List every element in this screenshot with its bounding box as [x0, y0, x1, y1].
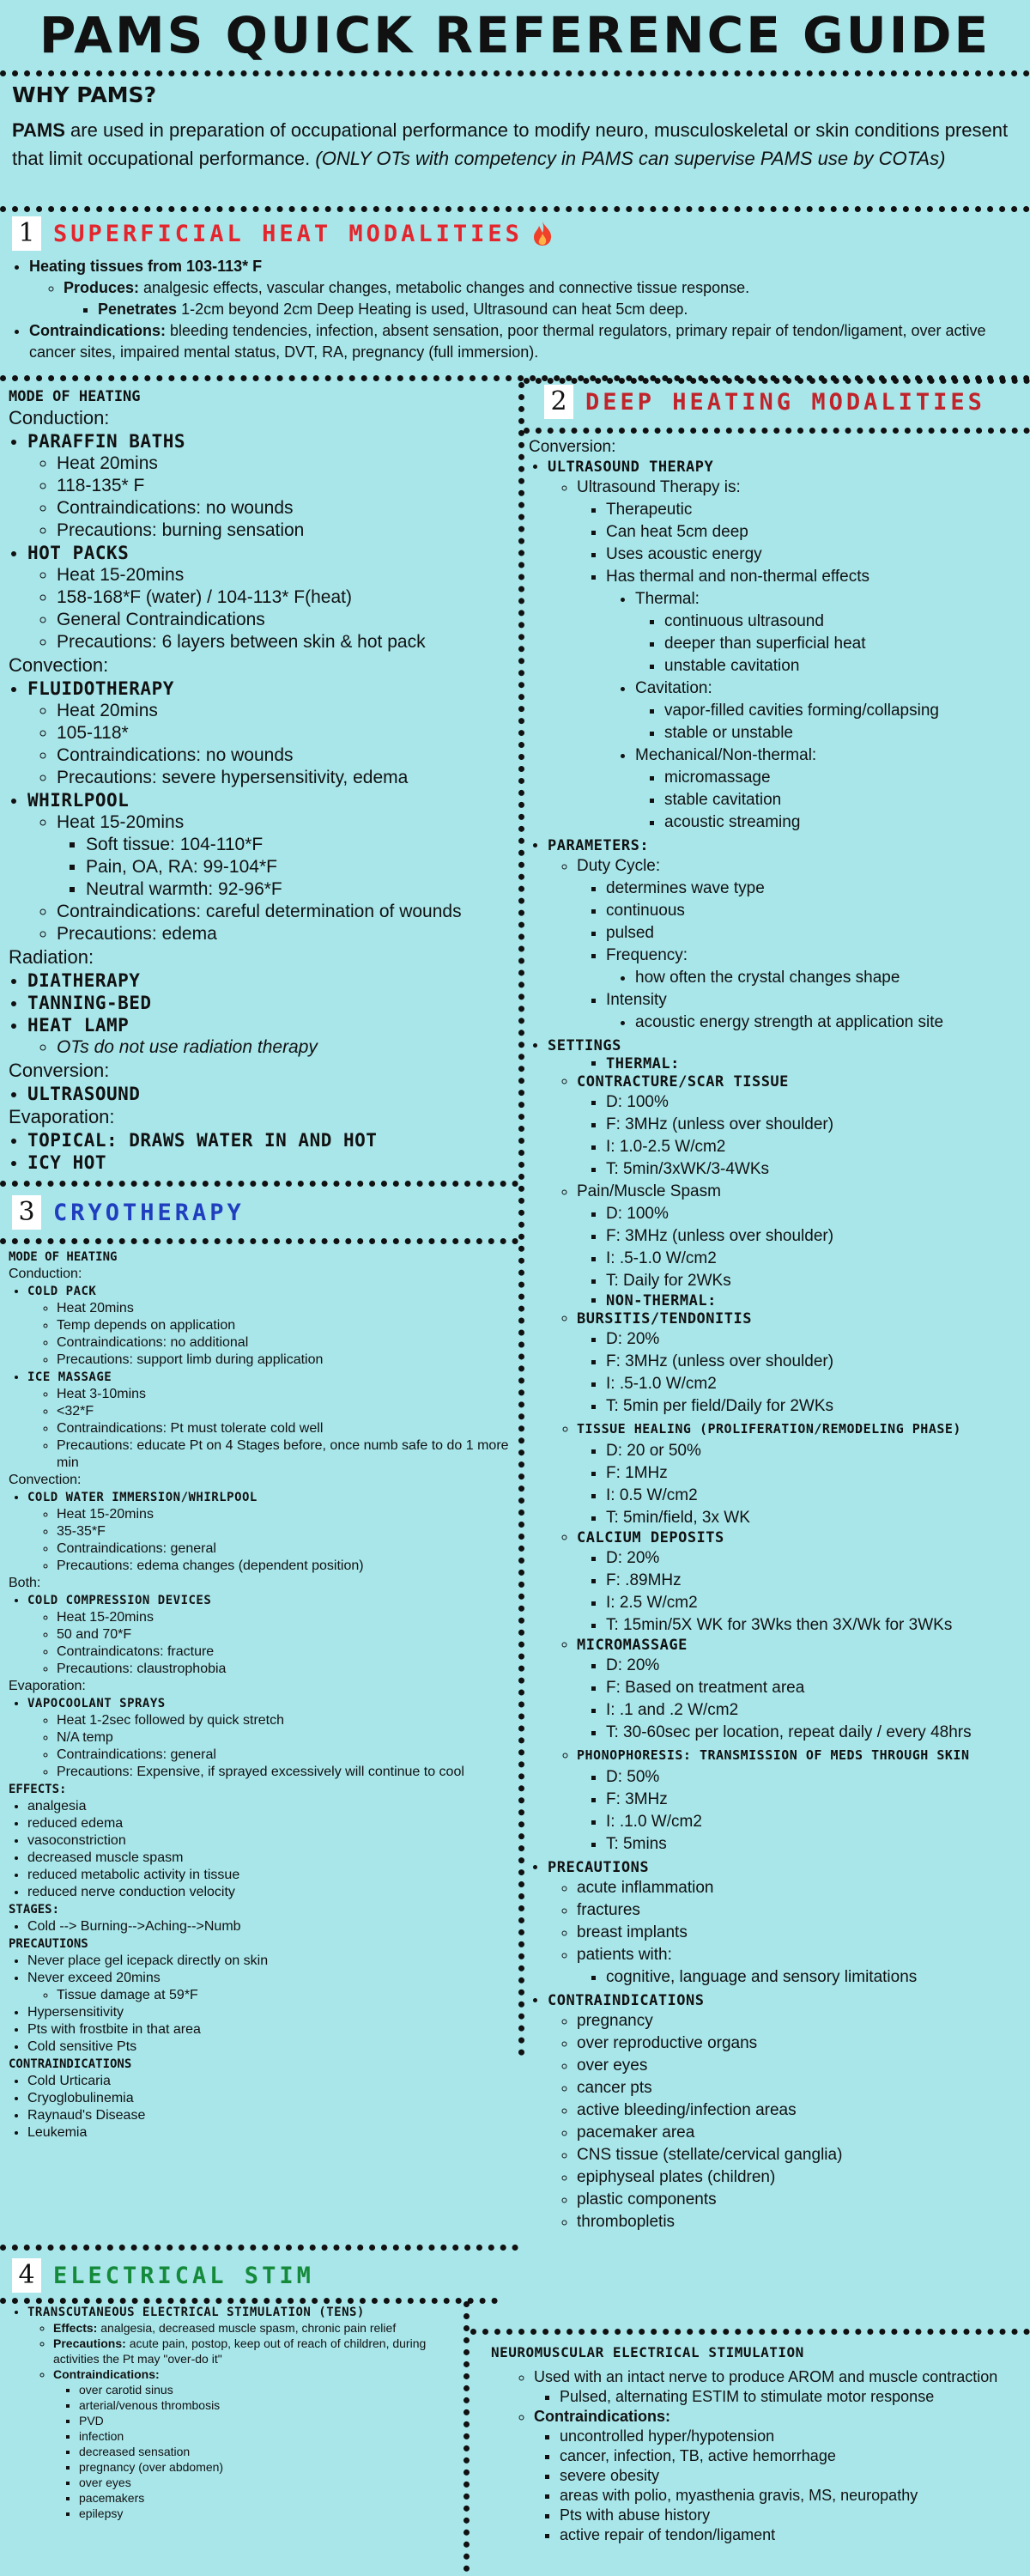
section-number: 3: [12, 1195, 41, 1230]
list-item: ▪ Soft tissue: 104-110*F: [86, 834, 515, 856]
list-item: ▪ Can heat 5cm deep: [606, 521, 1022, 544]
deep-content: [529, 436, 1022, 2233]
flame-icon: [531, 221, 554, 246]
why-paragraph: [12, 116, 1016, 173]
list-item: • HEAT LAMP: [27, 1014, 515, 1036]
list-item: ◦ Contraindications: no wounds: [57, 497, 515, 519]
list-item: ◦ Contraindications: Pt must tolerate cold well: [57, 1420, 515, 1437]
list-item: ◦ <32*F: [57, 1403, 515, 1420]
list-item: ▪ I: 2.5 W/cm2: [606, 1592, 1022, 1614]
list-item: ▪ vapor-filled cavities forming/collapsing: [664, 700, 1022, 722]
list-item: ◦ Produces: analgesic effects, vascular changes, metabolic changes and connective tissue response.: [64, 277, 1016, 299]
contra-label: • CONTRAINDICATIONS: [548, 1992, 1022, 2010]
list-item: ▪ Pts with abuse history: [560, 2506, 1023, 2525]
list-item: ◦ Precautions: burning sensation: [57, 519, 515, 542]
list-item: • Never place gel icepack directly on skin: [27, 1953, 515, 1970]
list-item: ◦ over reproductive organs: [577, 2032, 1022, 2055]
paraffin-label: • PARAFFIN BATHS: [27, 430, 515, 453]
estim-heading: [12, 2258, 314, 2293]
list-item: ▪ acoustic streaming: [664, 811, 1022, 834]
list-item: ▪ F: 3MHz (unless over shoulder): [606, 1114, 1022, 1136]
list-item: ▪ continuous: [606, 900, 1022, 922]
list-item: ◦ CNS tissue (stellate/cervical ganglia): [577, 2144, 1022, 2166]
precautions-label: • PRECAUTIONS: [548, 1859, 1022, 1877]
list-item: ◦ 118-135* F: [57, 475, 515, 497]
deep-heading: [544, 385, 985, 419]
fluido-label: • FLUIDOTHERAPY: [27, 677, 515, 700]
list-item: ▪ deeper than superficial heat: [664, 633, 1022, 655]
radiation-label: Radiation:: [9, 946, 94, 968]
list-item: • Raynaud's Disease: [27, 2107, 515, 2124]
list-item: • ICY HOT: [27, 1151, 515, 1174]
list-item: • Cryoglobulinemia: [27, 2090, 515, 2107]
list-item: • Thermal:: [635, 588, 1022, 611]
conversion-label: Conversion:: [9, 1060, 110, 1081]
list-item: ▪ Has thermal and non-thermal effects: [606, 566, 1022, 588]
list-item: ▪ D: 20 or 50%: [606, 1440, 1022, 1462]
list-item: ◦ Duty Cycle:: [577, 855, 1022, 878]
list-item: ▪ T: Daily for 2WKs: [606, 1270, 1022, 1292]
list-item: ◦ Contraindications: no wounds: [57, 744, 515, 767]
list-item: ◦ Contraindications:: [534, 2407, 1023, 2427]
why-heading: WHY PAMS?: [12, 82, 157, 107]
list-item: • Pts with frostbite in that area: [27, 2021, 515, 2038]
list-item: ▪ severe obesity: [560, 2466, 1023, 2486]
list-item: ◦ Contraindications: general: [57, 1747, 515, 1764]
list-item: ▪ unstable cavitation: [664, 655, 1022, 677]
divider: [0, 1181, 518, 1187]
list-item: ◦ Precautions: 6 layers between skin & hot pack: [57, 631, 515, 653]
evaporation-label: Evaporation:: [9, 1106, 115, 1127]
both-label: Both:: [9, 1576, 41, 1590]
list-item: ▪ areas with polio, myasthenia gravis, MS, neuropathy: [560, 2486, 1023, 2506]
settings-label: • SETTINGS: [548, 1037, 1022, 1055]
contra-label: CONTRAINDICATIONS: [9, 2057, 132, 2071]
list-item: ◦ Contraindications:: [53, 2366, 459, 2382]
list-item: ◦ 105-118*: [57, 722, 515, 744]
list-item: ▪ D: 50%: [606, 1766, 1022, 1789]
list-item: ◦ thrombopletis: [577, 2211, 1022, 2233]
list-item: ◦ Heat 20mins: [57, 453, 515, 475]
page-title: PAMS QUICK REFERENCE GUIDE: [39, 6, 991, 64]
list-item: ▪ uncontrolled hyper/hypotension: [560, 2427, 1023, 2446]
list-item: ◦ pacemaker area: [577, 2122, 1022, 2144]
list-item: ▪ pulsed: [606, 922, 1022, 945]
conduction-label: Conduction:: [9, 1267, 82, 1281]
list-item: ▪ NON-THERMAL:: [606, 1292, 1022, 1310]
list-item: • DIATHERAPY: [27, 969, 515, 992]
list-item: ◦ Ultrasound Therapy is:: [577, 477, 1022, 499]
list-item: ▪ I: .1.0 W/cm2: [606, 1811, 1022, 1833]
list-item: ◦ Heat 15-20mins: [57, 1609, 515, 1626]
list-item: ◦ Used with an intact nerve to produce AROM and muscle contraction: [534, 2367, 1023, 2387]
list-item: ▪ F: 3MHz (unless over shoulder): [606, 1351, 1022, 1373]
divider: [524, 428, 1030, 434]
list-item: ▪ cancer, infection, TB, active hemorrhage: [560, 2446, 1023, 2466]
list-item: ◦ Heat 3-10mins: [57, 1386, 515, 1403]
list-item: ◦ PHONOPHORESIS: TRANSMISSION OF MEDS THROUGH SKIN: [577, 1744, 1022, 1766]
list-item: ◦ Heat 15-20mins: [57, 564, 515, 586]
list-item: ◦ 35-35*F: [57, 1523, 515, 1540]
list-item: ◦ Heat 15-20mins: [57, 811, 515, 834]
list-item: • Contraindications: bleeding tendencies, infection, absent sensation, poor thermal regulators, primary repair of tendon/ligament, over active cancer sites, impaired mental status, DVT, RA, pregnancy (full immersion).: [29, 320, 1016, 363]
nmes-title: NEUROMUSCULAR ELECTRICAL STIMULATION: [491, 2344, 804, 2360]
divider: [0, 1238, 518, 1244]
list-item: ▪ I: .1 and .2 W/cm2: [606, 1699, 1022, 1722]
list-item: • ULTRASOUND: [27, 1083, 515, 1105]
list-item: • reduced nerve conduction velocity: [27, 1884, 515, 1901]
list-item: • TRANSCUTANEOUS ELECTRICAL STIMULATION (TENS): [27, 2305, 459, 2320]
list-item: ▪ epilepsy: [79, 2506, 459, 2521]
convection-label: Convection:: [9, 1473, 82, 1487]
divider: [524, 378, 1030, 384]
divider: [470, 2329, 1030, 2335]
list-item: ▪ over eyes: [79, 2475, 459, 2490]
list-item: • Cold sensitive Pts: [27, 2038, 515, 2056]
precautions-label: PRECAUTIONS: [9, 1937, 88, 1951]
section-number: 1: [12, 216, 41, 251]
list-item: ▪ cognitive, language and sensory limitations: [606, 1966, 1022, 1989]
list-item: ▪ stable cavitation: [664, 789, 1022, 811]
list-item: ◦ pregnancy: [577, 2010, 1022, 2032]
list-item: ◦ Effects: analgesia, decreased muscle spasm, chronic pain relief: [53, 2320, 459, 2336]
convection-label: Convection:: [9, 654, 109, 676]
stages-label: STAGES:: [9, 1903, 60, 1917]
list-item: ◦ fractures: [577, 1899, 1022, 1922]
divider: [0, 2298, 498, 2304]
list-item: ▪ F: .89MHz: [606, 1570, 1022, 1592]
whirlpool-label: • WHIRLPOOL: [27, 789, 515, 811]
list-item: ◦ Contraindications: general: [57, 1540, 515, 1558]
list-item: ◦ Precautions: claustrophobia: [57, 1661, 515, 1678]
list-item: • Never exceed 20mins: [27, 1970, 515, 1987]
list-item: ◦ Precautions: support limb during application: [57, 1352, 515, 1369]
list-item: ▪ D: 20%: [606, 1328, 1022, 1351]
list-item: • Mechanical/Non-thermal:: [635, 744, 1022, 767]
column-divider: [464, 2301, 470, 2572]
parameters-label: • PARAMETERS:: [548, 837, 1022, 855]
list-item: ◦ CALCIUM DEPOSITS: [577, 1529, 1022, 1547]
list-item: ▪ THERMAL:: [606, 1055, 1022, 1073]
list-item: ◦ Heat 15-20mins: [57, 1506, 515, 1523]
list-item: ▪ Pulsed, alternating ESTIM to stimulate motor response: [560, 2387, 1023, 2407]
list-item: ▪ I: 1.0-2.5 W/cm2: [606, 1136, 1022, 1158]
list-item: ◦ 158-168*F (water) / 104-113* F(heat): [57, 586, 515, 609]
list-item: ▪ Pain, OA, RA: 99-104*F: [86, 856, 515, 878]
list-item: • how often the crystal changes shape: [635, 967, 1022, 989]
list-item: ◦ plastic components: [577, 2189, 1022, 2211]
column-divider: [518, 382, 524, 2057]
list-item: ◦ Precautions: edema: [57, 923, 515, 945]
list-item: ▪ F: 3MHz (unless over shoulder): [606, 1225, 1022, 1248]
hotpacks-label: • HOT PACKS: [27, 542, 515, 564]
section-title: DEEP HEATING MODALITIES: [585, 388, 985, 416]
list-item: ◦ 50 and 70*F: [57, 1626, 515, 1643]
list-item: • analgesia: [27, 1798, 515, 1815]
list-item: ◦ TISSUE HEALING (PROLIFERATION/REMODELING PHASE): [577, 1418, 1022, 1440]
list-item: ▪ D: 100%: [606, 1203, 1022, 1225]
list-item: ▪ pregnancy (over abdomen): [79, 2459, 459, 2475]
list-item: ▪ T: 5min per field/Daily for 2WKs: [606, 1395, 1022, 1418]
mode-heading: MODE OF HEATING: [9, 1250, 118, 1264]
section-title: CRYOTHERAPY: [53, 1199, 245, 1226]
list-item: ◦ patients with:: [577, 1944, 1022, 1966]
nmes-content: [491, 2342, 1023, 2545]
section-title: ELECTRICAL STIM: [53, 2262, 314, 2289]
list-item: ▪ Uses acoustic energy: [606, 544, 1022, 566]
list-item: ▪ I: .5-1.0 W/cm2: [606, 1248, 1022, 1270]
why-lead: PAMS: [12, 119, 65, 141]
list-item: • reduced edema: [27, 1815, 515, 1832]
list-item: ▪ over carotid sinus: [79, 2382, 459, 2397]
us-label: • ULTRASOUND THERAPY: [548, 459, 1022, 477]
list-item: ▪ decreased sensation: [79, 2444, 459, 2459]
list-item: ▪ continuous ultrasound: [664, 611, 1022, 633]
list-item: ◦ Precautions: acute pain, postop, keep out of reach of children, during activities the Pt may "over-do it": [53, 2336, 459, 2366]
list-item: ▪ T: 5min/field, 3x WK: [606, 1507, 1022, 1529]
list-item: • reduced metabolic activity in tissue: [27, 1867, 515, 1884]
list-item: ▪ D: 20%: [606, 1547, 1022, 1570]
list-item: • vasoconstriction: [27, 1832, 515, 1850]
list-item: • decreased muscle spasm: [27, 1850, 515, 1867]
list-item: ◦ Heat 20mins: [57, 700, 515, 722]
list-item: ▪ F: 1MHz: [606, 1462, 1022, 1485]
list-item: ▪ arterial/venous thrombosis: [79, 2397, 459, 2413]
evaporation-label: Evaporation:: [9, 1679, 86, 1693]
divider: [0, 2245, 518, 2251]
list-item: ◦ epiphyseal plates (children): [577, 2166, 1022, 2189]
list-item: ◦ over eyes: [577, 2055, 1022, 2077]
effects-label: EFFECTS:: [9, 1783, 67, 1796]
list-item: ▪ D: 20%: [606, 1655, 1022, 1677]
list-item: ◦ breast implants: [577, 1922, 1022, 1944]
list-item: ◦ Pain/Muscle Spasm: [577, 1181, 1022, 1203]
list-item: • VAPOCOOLANT SPRAYS: [27, 1695, 515, 1712]
conversion-label: Conversion:: [529, 438, 616, 456]
list-item: ◦ cancer pts: [577, 2077, 1022, 2099]
mode-heading: MODE OF HEATING: [9, 388, 141, 405]
list-item: ◦ Contraindicatons: fracture: [57, 1643, 515, 1661]
list-item: • Cold Urticaria: [27, 2073, 515, 2090]
section-number: 2: [544, 385, 573, 419]
list-item: ▪ F: 3MHz: [606, 1789, 1022, 1811]
list-item: • COLD PACK: [27, 1283, 515, 1300]
list-item: ◦ Heat 1-2sec followed by quick stretch: [57, 1712, 515, 1729]
list-item: ▪ active repair of tendon/ligament: [560, 2525, 1023, 2545]
list-item: ◦ CONTRACTURE/SCAR TISSUE: [577, 1073, 1022, 1091]
superficial-summary: [12, 256, 1016, 363]
conduction-label: Conduction:: [9, 407, 110, 428]
list-item: ◦ active bleeding/infection areas: [577, 2099, 1022, 2122]
list-item: ▪ D: 100%: [606, 1091, 1022, 1114]
list-item: ◦ Precautions: Expensive, if sprayed excessively will continue to cool: [57, 1764, 515, 1781]
list-item: • acoustic energy strength at application site: [635, 1012, 1022, 1034]
cryo-heading: [12, 1195, 245, 1230]
list-item: ▪ T: 15min/5X WK for 3Wks then 3X/Wk for 3WKs: [606, 1614, 1022, 1637]
list-item: ▪ T: 30-60sec per location, repeat daily / every 48hrs: [606, 1722, 1022, 1744]
list-item: ◦ Contraindications: careful determination of wounds: [57, 901, 515, 923]
list-item: ▪ Penetrates 1-2cm beyond 2cm Deep Heating is used, Ultrasound can heat 5cm deep.: [98, 299, 1016, 320]
list-item: ▪ T: 5mins: [606, 1833, 1022, 1856]
list-item: ▪ micromassage: [664, 767, 1022, 789]
section-number: 4: [12, 2258, 41, 2293]
list-item: ◦ Precautions: edema changes (dependent position): [57, 1558, 515, 1575]
list-item: • Cavitation:: [635, 677, 1022, 700]
list-item: ▪ infection: [79, 2428, 459, 2444]
list-item: ▪ pacemakers: [79, 2490, 459, 2506]
divider: [0, 206, 1030, 212]
list-item: • Heating tissues from 103-113* F: [29, 256, 1016, 277]
cryo-content: [9, 1249, 515, 2142]
list-item: ◦ BURSITIS/TENDONITIS: [577, 1310, 1022, 1328]
list-item: ◦ MICROMASSAGE: [577, 1637, 1022, 1655]
list-item: • Leukemia: [27, 2124, 515, 2142]
list-item: ▪ T: 5min/3xWK/3-4WKs: [606, 1158, 1022, 1181]
list-item: ▪ I: 0.5 W/cm2: [606, 1485, 1022, 1507]
list-item: ▪ Frequency:: [606, 945, 1022, 967]
superficial-heading: [12, 216, 554, 251]
list-item: • COLD COMPRESSION DEVICES: [27, 1592, 515, 1609]
mode-of-heating: [9, 388, 515, 1174]
list-item: ▪ Intensity: [606, 989, 1022, 1012]
list-item: ◦ acute inflammation: [577, 1877, 1022, 1899]
list-item: ◦ Tissue damage at 59*F: [57, 1987, 515, 2004]
why-note: (ONLY OTs with competency in PAMS can supervise PAMS use by COTAs): [315, 148, 946, 169]
list-item: ▪ I: .5-1.0 W/cm2: [606, 1373, 1022, 1395]
list-item: ▪ stable or unstable: [664, 722, 1022, 744]
list-item: ◦ General Contraindications: [57, 609, 515, 631]
list-item: • TANNING-BED: [27, 992, 515, 1014]
list-item: ▪ determines wave type: [606, 878, 1022, 900]
section-title: SUPERFICIAL HEAT MODALITIES: [53, 220, 523, 247]
list-item: ◦ Precautions: severe hypersensitivity, edema: [57, 767, 515, 789]
list-item: • TOPICAL: DRAWS WATER IN AND HOT: [27, 1129, 515, 1151]
list-item: • Cold --> Burning-->Aching-->Numb: [27, 1918, 515, 1935]
list-item: ▪ Neutral warmth: 92-96*F: [86, 878, 515, 901]
list-item: ▪ Therapeutic: [606, 499, 1022, 521]
why-text: are used in preparation of occupational performance to modify neuro, musculoskeletal or skin conditions present that limit occupational performance.: [12, 119, 1009, 169]
divider: [0, 70, 1030, 76]
list-item: ◦ OTs do not use radiation therapy: [57, 1036, 515, 1059]
list-item: • Hypersensitivity: [27, 2004, 515, 2021]
list-item: ◦ N/A temp: [57, 1729, 515, 1747]
list-item: ◦ Contraindications: no additional: [57, 1334, 515, 1352]
list-item: ▪ PVD: [79, 2413, 459, 2428]
list-item: ◦ Precautions: educate Pt on 4 Stages before, once numb safe to do 1 more min: [57, 1437, 515, 1472]
list-item: • COLD WATER IMMERSION/WHIRLPOOL: [27, 1489, 515, 1506]
list-item: ◦ Temp depends on application: [57, 1317, 515, 1334]
list-item: ◦ Heat 20mins: [57, 1300, 515, 1317]
tens-content: [9, 2305, 459, 2521]
list-item: • ICE MASSAGE: [27, 1369, 515, 1386]
list-item: ▪ F: Based on treatment area: [606, 1677, 1022, 1699]
